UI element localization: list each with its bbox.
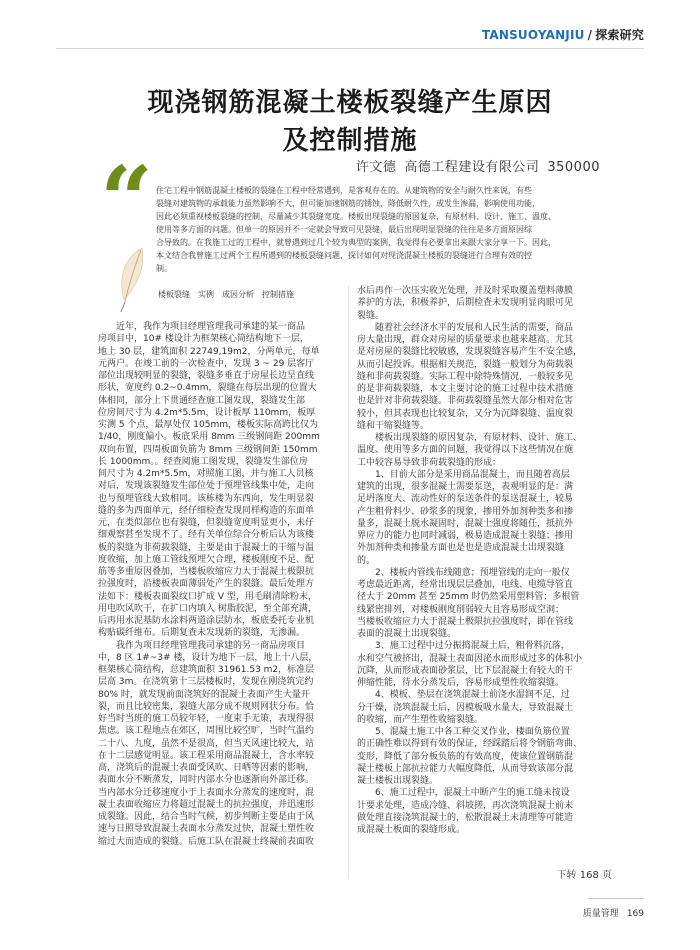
body-text-line: 缝的多为西面单元，经仔细检查发现同样构造的东面单 [98, 505, 315, 516]
body-text-line: 法如下：楼板表面裂纹口扩成 V 型，用毛刷清除粉末， [98, 591, 317, 602]
abstract-line: 使用等多方面的问题。但单一的原因并不一定就会导致可见裂缝，最后出现明显裂缝的往往是多方面原因综 [156, 225, 532, 234]
body-text-line: 也与预埋管线大致相同。该栋楼为东西向，发生明显裂 [98, 493, 315, 504]
body-text-line: 80% 时，就发现前面浇筑好的混凝土表面产生大量开 [98, 689, 310, 700]
body-text-line: 水后再作一次压实收光处理，并及时采取覆盖塑料薄膜 [357, 286, 574, 296]
body-text-line: 用电吹风吹干，在扩口内填入 树脂胶泥，至全部充满， [98, 603, 317, 614]
body-text-line: 1/40，刚度偏小。板底采用 8mm 三级钢间距 200mm [98, 432, 320, 443]
body-text-line: 4、模板、垫层在浇筑混凝土前浇水湿润不足，过 [357, 690, 570, 701]
body-text-line: 3、施工过程中过分振捣混凝土后，粗骨料沉落， [357, 641, 570, 652]
body-text-line: 裂缝。 [357, 310, 385, 321]
body-text-line: 工中较容易导致非荷载裂缝的形成： [357, 457, 502, 468]
body-text-line: 的正确性难以得到有效的保证，经踩踏后将令钢筋弯曲、 [357, 739, 583, 750]
body-text-line: 凝土表面收缩应力将超过混凝土的抗拉强度，并迅速形 [98, 799, 315, 810]
body-text-line: 1、目前大部分是采用商品混凝土，而且随着高层 [357, 469, 570, 480]
body-text-line: 从而引起投诉。根据相关规范，裂缝一般划分为荷载裂 [357, 359, 574, 370]
body-text-line: 位房间尺寸为 4.2m*5.5m，设计板厚 110mm，板厚 [98, 407, 316, 418]
page-footer [583, 906, 644, 919]
body-text-line: 缩过大而造成的裂缝。后施工队在混凝土终凝前表面收 [98, 836, 315, 847]
body-text-line: 细观察甚至发现不了。经有关单位综合分析后认为该楼 [98, 530, 315, 541]
body-text-line: 外加剂种类和掺量方面也是也是造成混凝土出现裂缝 [357, 543, 565, 554]
body-text-line: 线紧密排列，对楼板刚度削弱较大且容易形成空洞； [357, 604, 565, 615]
body-text-line: 也是针对非荷载裂缝。非荷载裂缝虽然大部分相对危害 [357, 396, 574, 407]
quote-mark-icon: “ [100, 146, 153, 254]
abstract-line: 本文结合我曾施工过两个工程所遇到的楼板裂缝问题，探讨如何对现浇混凝土楼板的裂缝进行合理有效的控 [156, 251, 532, 260]
body-text-line: 伸缩性能，待水分蒸发后，容易形成塑性收缩裂缝。 [357, 678, 565, 688]
footer-divider [588, 898, 644, 899]
body-text-line: 元，在类似部位也有裂缝，但裂缝宽度明显更小，未仔 [98, 518, 315, 528]
body-text-line: 层高 3m。在浇筑第十三层楼板时，发现在刚浇筑完约 [98, 677, 314, 688]
abstract-line: 制。 [156, 264, 172, 273]
body-text-line: 较小，但其表现也比较复杂，又分为沉降裂缝、温度裂 [357, 408, 574, 419]
body-text-line: 考虑最近距离，经常出现层层叠加，电线、电缆导管直 [357, 580, 574, 590]
author-affiliation: 高德工程建设有限公司 [404, 160, 540, 175]
body-text-line: 度收缩，加上施工管线预埋欠合理，楼板刚度不足、配 [98, 554, 315, 565]
body-text-line: 随着社会经济水平的发展和人民生活的需要，商品 [357, 322, 574, 333]
body-text-line: 足坍落度大、流动性好的泵送条件的泵送混凝土，较易 [357, 494, 574, 505]
body-text-line: 成混凝土板面的裂缝形成。 [357, 825, 466, 835]
body-text-line: 焦虑。该工程地点在郊区，周围比较空旷，当时气温约 [98, 726, 315, 737]
body-text-line: 构贴碳纤维布。后期复查未发现新的裂缝，无渗漏。 [98, 628, 306, 639]
body-text-line: 当内部水分迁移速度小于上表面水分蒸发的速度时，混 [98, 787, 315, 798]
body-text-line: 的。 [357, 555, 376, 566]
body-text-line: 缝和干缩裂缝等。 [357, 420, 430, 431]
journal-name: 质量管理 [582, 909, 619, 919]
body-text-line: 2、楼板内管线布线随意；预埋管线的走向一般仅 [357, 567, 570, 578]
body-text-line: 实测 5 个点，最厚处仅 105mm，楼板实际高跨比仅为 [98, 420, 319, 430]
body-text-line: 我作为项目经理管理我司承建的另一商品房项目 [98, 640, 306, 651]
body-column-left [98, 321, 341, 848]
body-text-line: 表面的混凝土出现裂缝。 [357, 629, 457, 639]
body-text-line: 缝和非荷载裂缝。实际工程中除特殊情况，一般较多见 [357, 371, 574, 382]
body-text-line: 楼板出现裂缝的原因复杂，有原材料、设计、施工、 [357, 433, 583, 443]
body-column-right [357, 285, 604, 836]
body-text-line: 地上 30 层，建筑面积 22749,19m2，分两单元，每单 [98, 346, 320, 357]
body-text-line: 二十八、九度，虽然不是很高，但当天风速比较大，站 [98, 738, 315, 749]
body-text-line: 径大于 20mm 甚至 25mm 时仍然采用塑料管；多根管 [357, 592, 580, 603]
abstract-line: 合导致的。在我施工过的工程中，就曾遇到过几个较为典型的案例，我觉得有必要拿出来跟大家分享一下。因此， [156, 238, 556, 247]
body-text-line: 5、混凝土施工中各工种交叉作业，楼面负筋位置 [357, 727, 570, 737]
body-text-line: 长 1000mm。。经查阅施工图发现，裂缝发生部位房 [98, 456, 308, 467]
abstract-line: 裂缝对建筑物的承载能力虽然影响不大，但可能加速钢筋的锈蚀，降低耐久性，或发生渗漏，影响使用功能， [156, 199, 540, 208]
section-separator: / [587, 28, 593, 42]
abstract [156, 184, 608, 275]
continued-note: 下转 168 页 [556, 870, 612, 881]
section-name-en: TANSUOYANJIU [481, 28, 585, 42]
author-name: 许文德 [355, 160, 397, 175]
feather-quill-icon [112, 244, 152, 314]
body-text-line: 凝土楼板上部抗拉能力大幅度降低，从而导致该部分混 [357, 763, 574, 774]
body-text-line: 拉强度时，沿楼板表面薄弱处产生的裂缝。最后处理方 [98, 579, 315, 590]
body-text-line: 界应力的能力也同时减弱，极易造成混凝土裂缝；掺用 [357, 531, 574, 541]
body-text-line: 后再用水泥基防水涂料两道涂层防水，板底委托专业机 [98, 616, 315, 626]
body-text-line: 当楼板收缩应力大于混凝土极限抗拉强度时，即在管线 [357, 616, 574, 627]
body-text-line: 部位出现较明显的裂缝，裂缝多垂直于房屋长边呈直线 [98, 371, 315, 381]
body-text-line: 中，8 区 1#~3# 楼，设计为地下一层，地上十八层， [98, 652, 318, 663]
postcode: 350000 [547, 160, 600, 175]
body-text-line: 温度、使用等多方面的问题，我觉得以下这些情况在施 [357, 445, 574, 456]
column-divider [348, 285, 349, 879]
body-text-line: 体相同，部分上下贯通经查施工图发现，裂缝发生部 [98, 395, 306, 406]
abstract-line: 因此必须重视楼板裂缝的控制，尽量减少其裂缝宽度。楼板出现裂缝的原因复杂，有原材料、设计、施工、温度、 [156, 212, 556, 221]
body-text-line: 做处理直接浇筑混凝土的，松散混凝土未清理等可能造 [357, 812, 574, 823]
body-text-line: 养护的方法，积极养护，后期检查未发现明显肉眼可见 [357, 298, 574, 309]
header-divider [56, 48, 644, 49]
body-text-line: 产生粗骨料少、砂浆多的现象，掺用外加剂种类多和掺 [357, 506, 574, 517]
body-text-line: 量多，混凝土脱水凝固时，混凝土强度将随任，抵抗外 [357, 518, 574, 529]
body-text-line: 6、施工过程中，混凝土中断产生的施工缝未按设 [357, 788, 570, 799]
body-text-line: 双向布置，四周板面负筋为 8mm 三级钢间距 150mm [98, 444, 318, 455]
body-text-line: 房项目中，10# 楼设计为框架核心筒结构地下一层， [98, 334, 309, 345]
body-text-line: 沉降，从而形成表面砂浆层，比下层混凝土有较大的干 [357, 665, 574, 676]
body-text-line: 变形，降低了部分板负筋的有效高度，使该位置钢筋混 [357, 751, 574, 762]
body-text-line: 框架核心筒结构，总建筑面积 31961.53 m2，标准层 [98, 665, 315, 675]
body-text-line: 成裂缝。因此，结合当时气候，初步判断主要是由于风 [98, 812, 315, 822]
body-text-line: 筋等多重原因叠加，当楼板收缩应力大于混凝土极限抗 [98, 567, 315, 577]
body-text-line: 建筑的出现，很多混凝土需要泵送，表观明显的是：满 [357, 482, 574, 492]
body-text-line: 裂，而且比较密集，裂缝大部分成不规则网状分布。恰 [98, 701, 315, 712]
body-text-line: 的收缩，而产生塑性收缩裂缝。 [357, 714, 484, 725]
article-title-line1: 现浇钢筋混凝土楼板裂缝产生原因 [147, 88, 553, 118]
body-text-line: 的是非荷载裂缝，本文主要讨论的施工过程中技术措施 [357, 384, 574, 394]
byline [356, 156, 600, 175]
body-text-line: 元两户。在竣工前的一次检查中，发现 3 ~ 29 层客厅 [98, 358, 315, 369]
body-text-line: 水和空气被挤出，混凝土表面因泌水而形成过多的体积小 [357, 653, 583, 664]
body-text-line: 房大量出现，群众对房屋的质量要求也越来越高。尤其 [357, 335, 574, 345]
body-text-line: 在十二层感觉明显。该工程采用商品混凝土，含水率较 [98, 750, 315, 761]
body-text-line: 对后，发现该裂缝发生部位处于预埋管线集中处，走向 [98, 481, 315, 492]
body-text-line: 形状，宽度约 0.2~0.4mm，裂缝在每层出现的位置大 [98, 383, 317, 394]
body-text-line: 速与日照导致混凝土表面水分蒸发过快，混凝土塑性收 [98, 824, 315, 835]
body-text-line: 好当时当班的施工员较年轻，一度束手无策，表现得很 [98, 714, 315, 724]
body-text-line: 高，浇筑后的混凝土表面受风吹、日晒等因素的影响， [98, 763, 315, 773]
section-header [482, 26, 644, 43]
body-text-line: 表面水分不断蒸发，同时内部水分也逐渐向外部迁移。 [98, 775, 315, 786]
body-text-line: 间尺寸为 4.2m*5.5m，对照施工图，并与施工人员核 [98, 469, 314, 479]
body-text-line: 近年，我作为项目经理管理我司承建的某一商品 [98, 322, 306, 332]
abstract-line: 住宅工程中钢筋混凝土楼板的裂缝在工程中经常遇到，是客观存在的。从建筑物的安全与耐久性来说，有些 [156, 186, 532, 195]
body-text-line: 板的裂缝为非荷载裂缝，主要是由于混凝土的干缩与温 [98, 542, 315, 553]
body-text-line: 是对房屋的裂缝比较敏感，发现裂缝容易产生不安全感， [357, 347, 583, 358]
article-title-line2: 及控制措施 [282, 126, 418, 156]
page-number: 169 [626, 909, 644, 919]
keywords: 楼板裂缝 实例 成因分析 控制措施 [158, 290, 294, 299]
body-text-line: 计要求处理，造成冷缝、斜坡搓，再次浇筑混凝土前未 [357, 800, 574, 811]
body-text-line: 凝土楼板出现裂缝。 [357, 776, 439, 786]
section-name-cn: 探索研究 [595, 28, 644, 42]
body-text-line: 分干燥，浇筑混凝土后，因模板吸水量大，导致混凝土 [357, 702, 574, 713]
